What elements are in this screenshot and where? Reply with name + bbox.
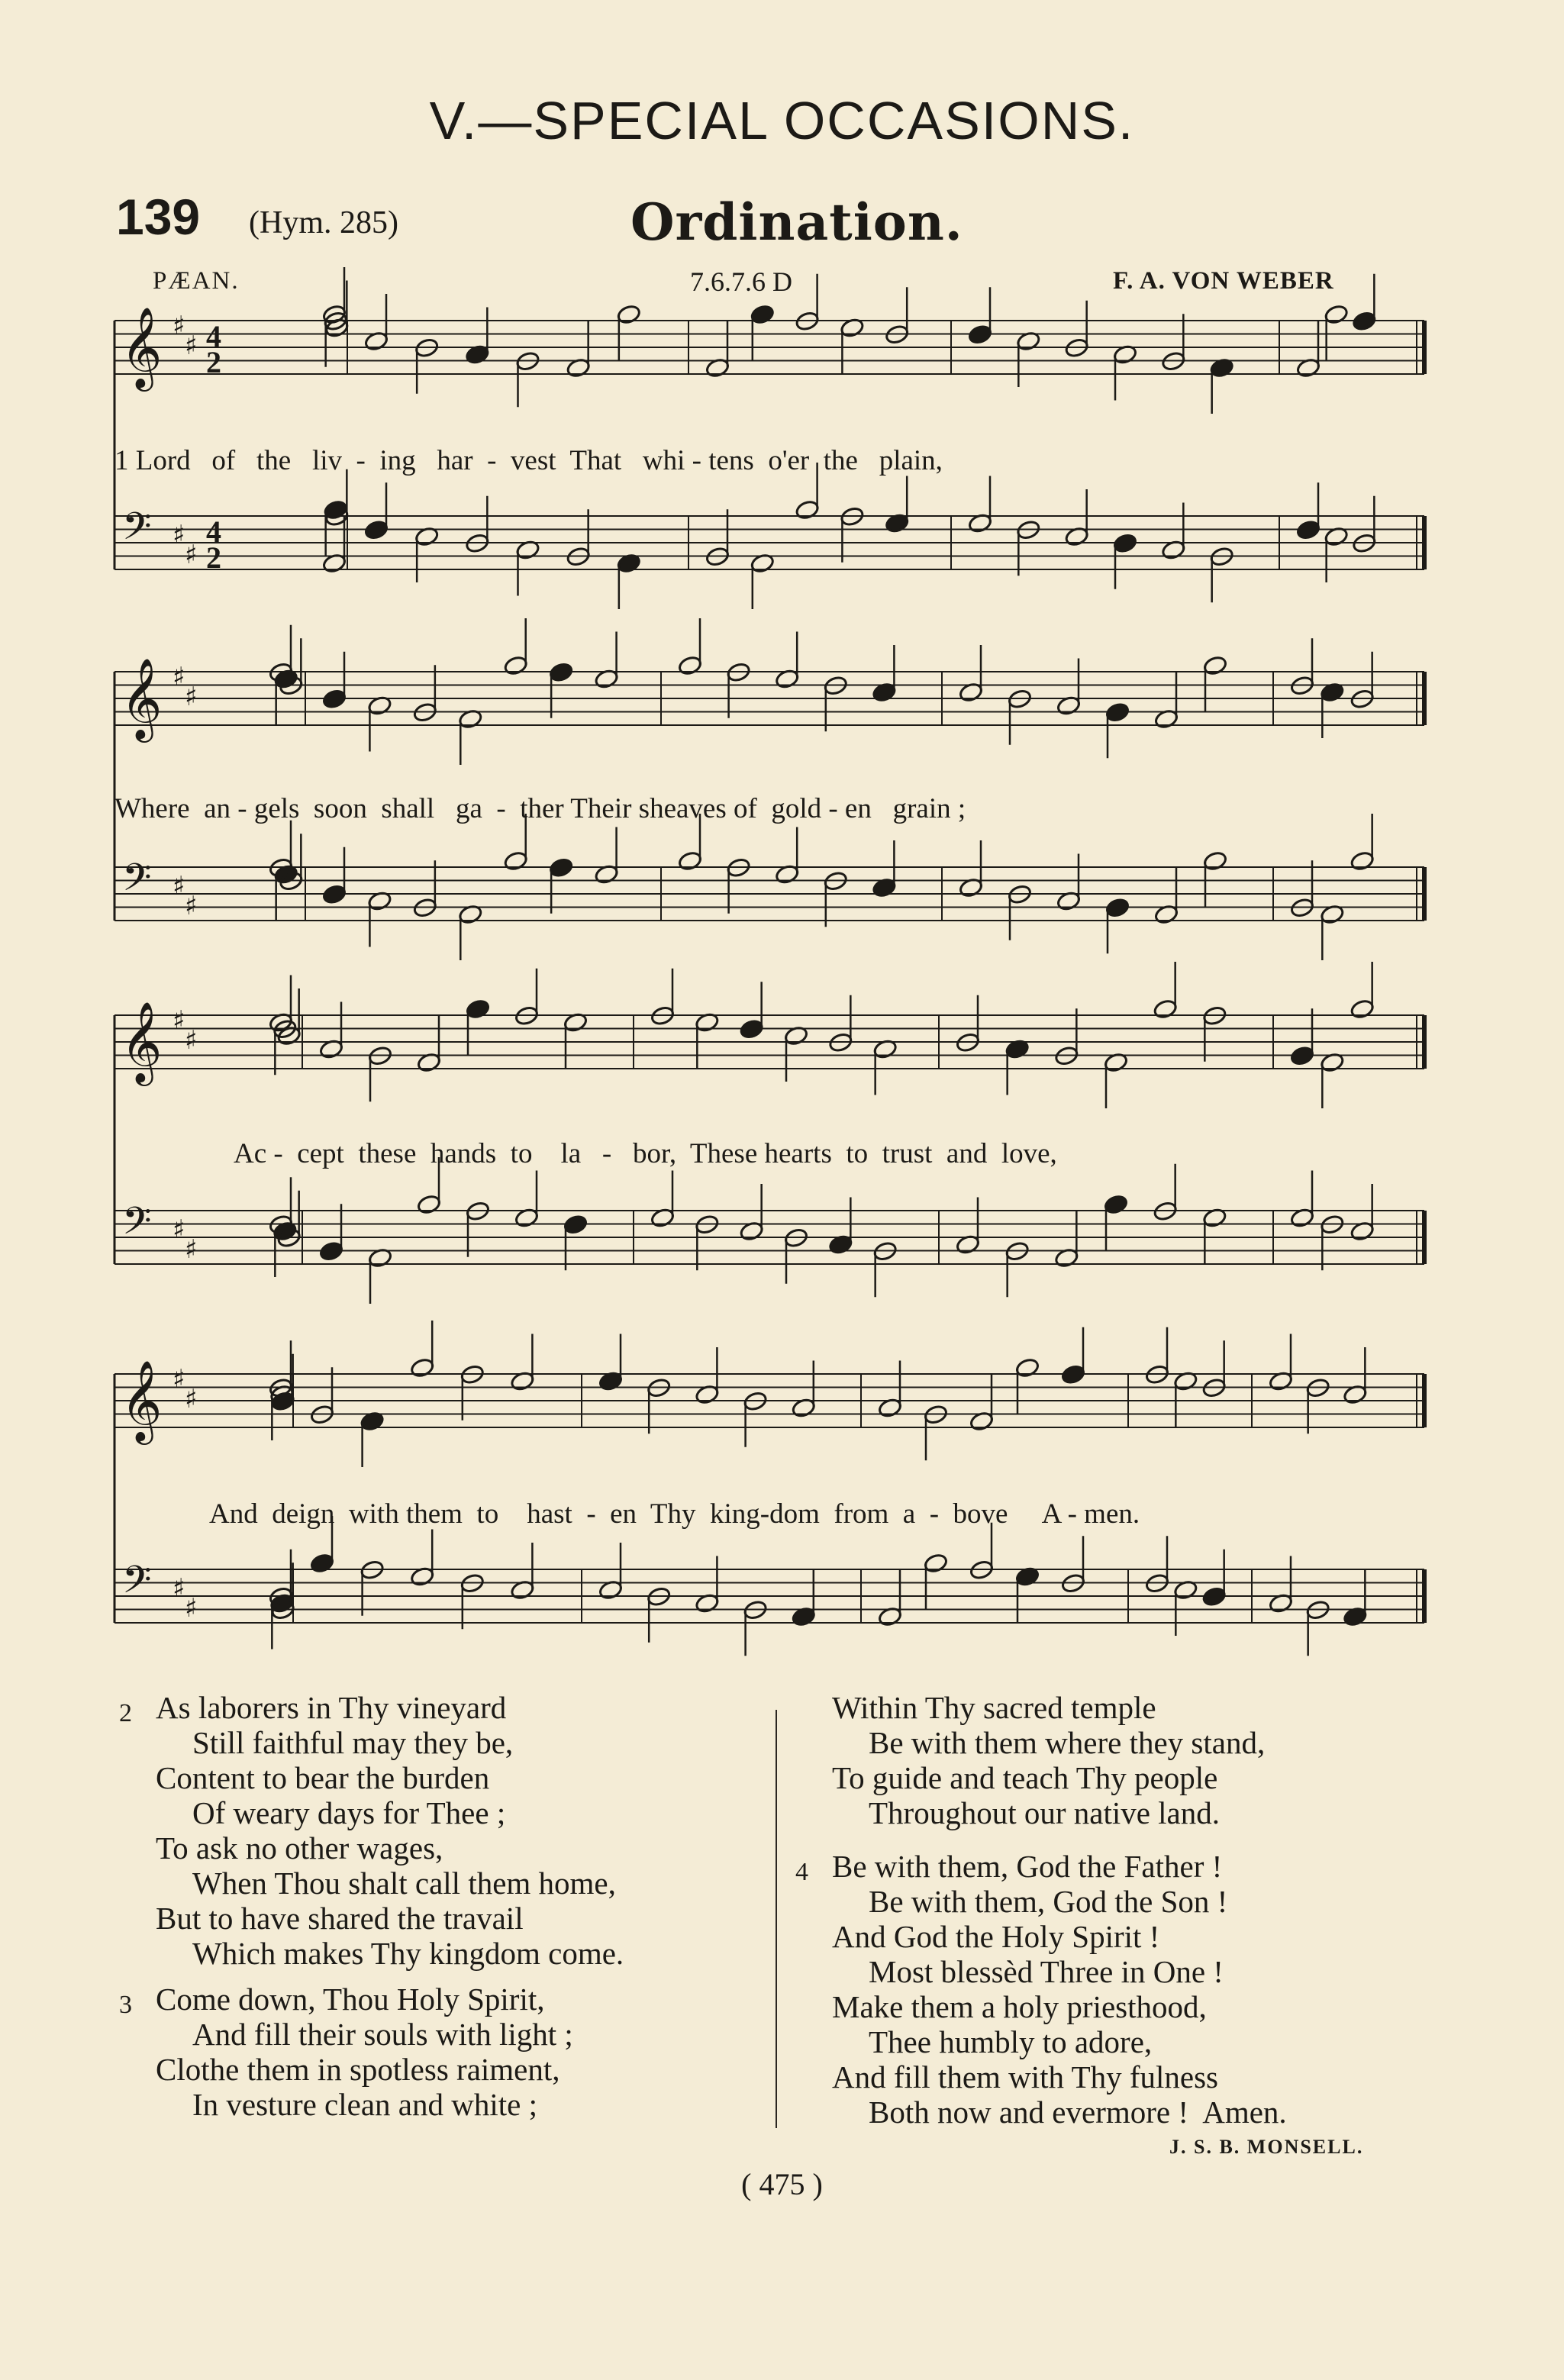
verse-line: In vesture clean and white ; (192, 2087, 537, 2122)
sharp-icon: ♯ (185, 331, 198, 361)
verse-line: And God the Holy Spirit ! (832, 1919, 1160, 1954)
note-head (503, 850, 528, 872)
note-head (549, 662, 574, 683)
bass-clef-icon: 𝄢 (122, 856, 152, 909)
note-head (363, 519, 389, 540)
verse-line: Most blessèd Three in One ! (869, 1954, 1224, 1989)
sharp-icon: ♯ (173, 311, 185, 341)
verse-number: 4 (795, 1858, 808, 1886)
hymn-number: 139 (116, 189, 201, 245)
bass-clef-icon: 𝄢 (122, 505, 152, 558)
verse-line: Make them a holy priesthood, (832, 1989, 1207, 2024)
lyric-line-1: 1 Lord of the liv - ing har - vest That whi - tens o'er the plain, (114, 445, 943, 476)
verse-line: Which makes Thy kingdom come. (192, 1936, 624, 1971)
verse-line: Thee humbly to adore, (869, 2024, 1153, 2059)
hymn-title: Ordination. (630, 192, 963, 252)
note-head (465, 998, 490, 1020)
note-head (1014, 1357, 1040, 1379)
note-head (410, 1357, 435, 1379)
note-head (1352, 311, 1377, 332)
note-head (1295, 519, 1321, 540)
note-head (1153, 998, 1178, 1020)
note-head (1350, 850, 1375, 872)
note-head (677, 850, 702, 872)
treble-clef-icon: 𝄞 (121, 1359, 163, 1441)
verse-line: But to have shared the travail (156, 1901, 524, 1936)
note-head (677, 655, 702, 676)
meter: 7.6.7.6 D (690, 266, 792, 297)
verse-line: Be with them, God the Son ! (869, 1884, 1228, 1919)
sharp-icon: ♯ (173, 1005, 185, 1036)
bass-clef-icon: 𝄢 (122, 1199, 152, 1253)
note-head (1324, 304, 1349, 325)
sharp-icon: ♯ (185, 891, 198, 921)
note-head (321, 689, 347, 710)
lyric-line-3: Ac - cept these hands to la - bor, These hearts to trust and love, (234, 1138, 1057, 1169)
note-head (1202, 850, 1227, 872)
verse-line: To ask no other wages, (156, 1830, 443, 1866)
verse-3-continued (832, 1690, 1265, 1830)
verse-line: Be with them where they stand, (869, 1725, 1266, 1760)
verse-number: 3 (119, 1991, 132, 2019)
note-head (1201, 1586, 1227, 1608)
verse-line: Come down, Thou Holy Spirit, (156, 1982, 545, 2017)
note-head (1289, 1045, 1314, 1066)
text-author: J. S. B. MONSELL. (1169, 2136, 1364, 2158)
note-head (549, 857, 574, 879)
verse-number: 2 (119, 1699, 132, 1727)
sharp-icon: ♯ (185, 1384, 198, 1414)
treble-clef-icon: 𝄞 (121, 1001, 163, 1082)
verse-3 (156, 1982, 573, 2122)
sharp-icon: ♯ (185, 682, 198, 712)
sharp-icon: ♯ (173, 871, 185, 901)
note-head (750, 304, 775, 325)
note-head (321, 884, 347, 905)
time-signature: 4 (206, 319, 221, 353)
verse-line: As laborers in Thy vineyard (156, 1690, 507, 1725)
sharp-icon: ♯ (185, 1234, 198, 1265)
verse-line: Still faithful may they be, (192, 1725, 514, 1760)
sharp-icon: ♯ (173, 1364, 185, 1395)
note-head (739, 1018, 764, 1040)
sharp-icon: ♯ (185, 1593, 198, 1624)
section-title: V.—SPECIAL OCCASIONS. (429, 91, 1135, 150)
note-head (616, 304, 641, 325)
verse-line: Clothe them in spotless raiment, (156, 2052, 560, 2087)
note-head (563, 1214, 588, 1235)
note-head (1112, 533, 1137, 554)
verse-line: Content to bear the burden (156, 1760, 490, 1795)
lyric-line-2: Where an - gels soon shall ga - ther Their sheaves of gold - en grain ; (114, 793, 966, 824)
note-head (318, 1240, 343, 1262)
verse-4 (832, 1849, 1287, 2130)
verse-line: Throughout our native land. (869, 1795, 1221, 1830)
sharp-icon: ♯ (185, 1025, 198, 1056)
verse-line: Be with them, God the Father ! (832, 1849, 1223, 1884)
tune-name: PÆAN. (153, 267, 240, 295)
note-head (1350, 998, 1375, 1020)
sharp-icon: ♯ (173, 662, 185, 692)
note-head (923, 1553, 948, 1574)
verse-line: To guide and teach Thy people (832, 1760, 1218, 1795)
verse-line: Within Thy sacred temple (832, 1690, 1156, 1725)
time-signature: 2 (206, 345, 221, 379)
verse-line: When Thou shalt call them home, (192, 1866, 616, 1901)
hymn-reference: (Hym. 285) (249, 205, 398, 240)
composer: F. A. VON WEBER (1113, 267, 1334, 295)
note-head (795, 499, 820, 521)
treble-clef-icon: 𝄞 (121, 306, 163, 388)
note-head (1060, 1364, 1085, 1385)
bass-clef-icon: 𝄢 (122, 1558, 152, 1611)
page-number: ( 475 ) (741, 2167, 823, 2201)
time-signature: 2 (206, 540, 221, 575)
verse-line: Of weary days for Thee ; (192, 1795, 506, 1830)
column-divider (776, 1710, 777, 2128)
note-head (1202, 655, 1227, 676)
note-head (1103, 1194, 1128, 1215)
verse-2 (156, 1690, 624, 1971)
sharp-icon: ♯ (173, 1214, 185, 1245)
sharp-icon: ♯ (173, 1573, 185, 1604)
verse-line: And fill them with Thy fulness (832, 2059, 1219, 2095)
lyric-line-4: And deign with them to hast - en Thy king-dom from a - bove A - men. (209, 1498, 1140, 1530)
note-head (967, 324, 992, 345)
note-head (416, 1194, 441, 1215)
note-head (1104, 897, 1130, 918)
note-head (503, 655, 528, 676)
sharp-icon: ♯ (173, 520, 185, 550)
verse-line: And fill their souls with light ; (192, 2017, 573, 2052)
note-head (309, 1553, 334, 1574)
treble-clef-icon: 𝄞 (121, 657, 163, 739)
verse-line: Both now and evermore ! Amen. (869, 2095, 1287, 2130)
note-head (1104, 701, 1130, 723)
sharp-icon: ♯ (185, 540, 198, 570)
time-signature: 4 (206, 514, 221, 549)
